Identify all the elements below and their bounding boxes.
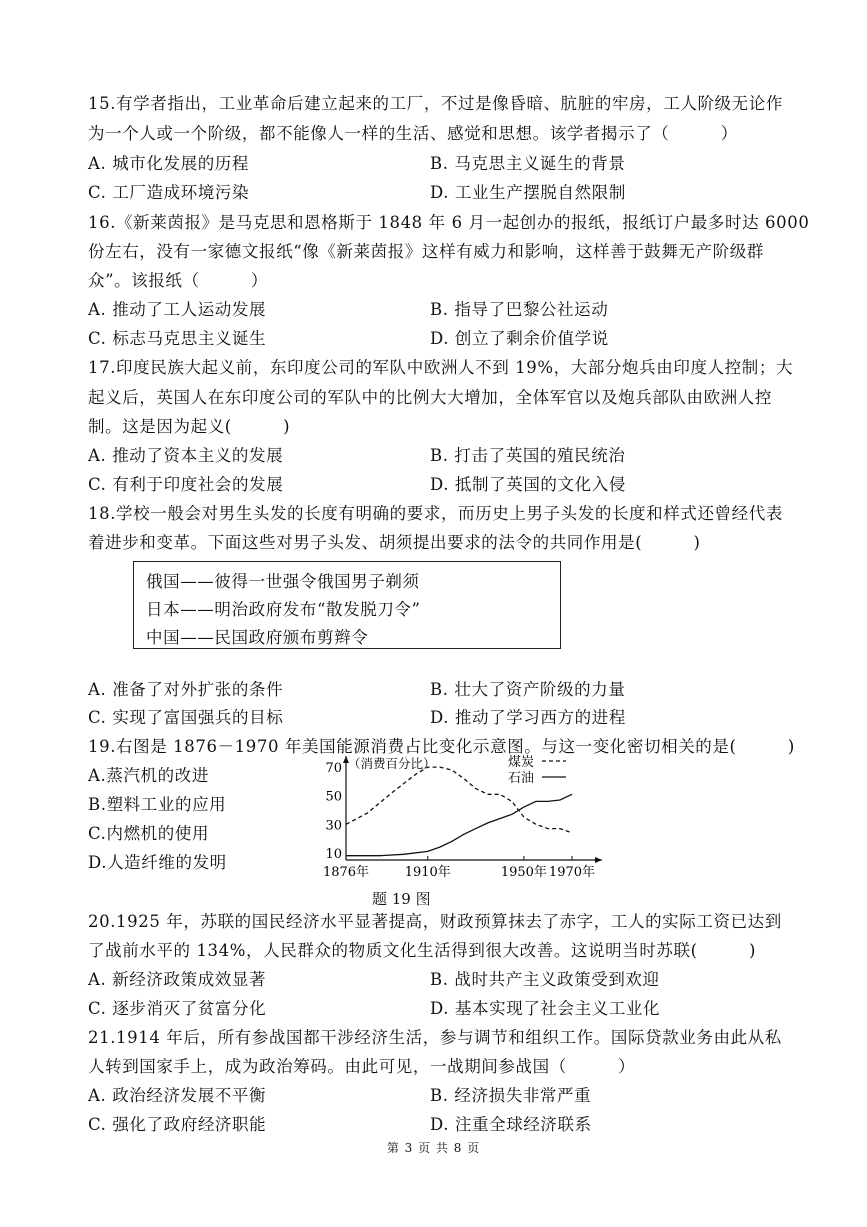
q16-stem-line1: 16.《新莱茵报》是马克思和恩格斯于 1848 年 6 月一起创办的报纸，报纸订户最多时达 6000 bbox=[88, 213, 810, 232]
q18-stem-line2: 着进步和变革。下面这些对男子头发、胡须提出要求的法令的共同作用是( ) bbox=[88, 533, 701, 552]
q21-stem-line2: 人转到国家手上，成为政治筹码。由此可见，一战期间参战国（ ） bbox=[88, 1057, 636, 1076]
q20-stem-line1: 20.1925 年，苏联的国民经济水平显著提高，财政预算抹去了赤字，工人的实际工资已达到 bbox=[88, 912, 782, 931]
q15-stem-line2: 为一个人或一个阶级，都不能像人一样的生活、感觉和思想。该学者揭示了（ ） bbox=[88, 124, 738, 143]
q18-option-d: D. 推动了学习西方的进程 bbox=[430, 708, 626, 727]
q16-option-c: C. 标志马克思主义诞生 bbox=[88, 329, 267, 348]
series-line-coal bbox=[346, 767, 572, 833]
q19-option-b: B.塑料工业的应用 bbox=[88, 795, 227, 814]
x-tick-label: 1970年 bbox=[548, 865, 596, 880]
q18-option-c: C. 实现了富国强兵的目标 bbox=[88, 708, 284, 727]
energy-consumption-chart bbox=[310, 752, 610, 882]
q18-box-line-japan: 日本——明治政府发布“散发脱刀令” bbox=[146, 600, 421, 619]
x-tick-label: 1910年 bbox=[404, 865, 451, 880]
x-tick-label: 1950年 bbox=[500, 865, 547, 880]
q15-option-c: C. 工厂造成环境污染 bbox=[88, 183, 250, 202]
q21-option-c: C. 强化了政府经济职能 bbox=[88, 1115, 267, 1134]
y-tick-label: 30 bbox=[325, 818, 342, 834]
q15-option-b: B. 马克思主义诞生的背景 bbox=[430, 154, 626, 173]
y-tick-label: 10 bbox=[325, 846, 342, 862]
y-axis-label: （消费百分比） bbox=[348, 756, 436, 771]
q18-box-line-russia: 俄国——彼得一世强令俄国男子剃须 bbox=[146, 572, 420, 591]
q21-option-a: A. 政治经济发展不平衡 bbox=[88, 1086, 267, 1105]
q15-option-a: A. 城市化发展的历程 bbox=[88, 154, 250, 173]
x-axis-arrow bbox=[595, 857, 602, 863]
q20-option-c: C. 逐步消灭了贫富分化 bbox=[88, 999, 267, 1018]
q19-option-c: C.内燃机的使用 bbox=[88, 824, 210, 843]
q17-option-b: B. 打击了英国的殖民统治 bbox=[430, 446, 626, 465]
q17-option-d: D. 抵制了英国的文化入侵 bbox=[430, 475, 626, 494]
q20-stem-line2: 了战前水平的 134%，人民群众的物质文化生活得到很大改善。这说明当时苏联( ) bbox=[88, 941, 756, 960]
chart-caption: 题 19 图 bbox=[372, 890, 431, 908]
q18-stem-line1: 18.学校一般会对男生头发的长度有明确的要求，而历史上男子头发的长度和样式还曾经代表 bbox=[88, 504, 783, 523]
q20-option-d: D. 基本实现了社会主义工业化 bbox=[430, 999, 661, 1018]
q21-stem-line1: 21.1914 年后，所有参战国都干涉经济生活，参与调节和组织工作。国际贷款业务由此从私 bbox=[88, 1028, 782, 1047]
legend-label-coal: 煤炭 bbox=[508, 755, 535, 770]
q16-option-b: B. 指导了巴黎公社运动 bbox=[430, 300, 609, 319]
q18-option-a: A. 准备了对外扩张的条件 bbox=[88, 680, 284, 699]
q18-option-b: B. 壮大了资产阶级的力量 bbox=[430, 680, 626, 699]
q21-option-b: B. 经济损失非常严重 bbox=[430, 1086, 592, 1105]
q19-stem-line1: 19.右图是 1876－1970 年美国能源消费占比变化示意图。与这一变化密切相关的是( ) bbox=[88, 737, 795, 756]
q15-option-d: D. 工业生产摆脱自然限制 bbox=[430, 183, 626, 202]
q16-stem-line3: 众”。该报纸（ ） bbox=[88, 271, 269, 290]
q19-option-a: A.蒸汽机的改进 bbox=[88, 766, 209, 785]
q17-stem-line1: 17.印度民族大起义前，东印度公司的军队中欧洲人不到 19%，大部分炮兵由印度人控制；大 bbox=[88, 358, 794, 377]
q17-option-c: C. 有利于印度社会的发展 bbox=[88, 475, 284, 494]
series-line-oil bbox=[346, 794, 572, 855]
q17-stem-line3: 制。这是因为起义( ) bbox=[88, 417, 291, 436]
q20-option-b: B. 战时共产主义政策受到欢迎 bbox=[430, 970, 660, 989]
x-tick-label: 1876年 bbox=[322, 865, 370, 880]
q16-stem-line2: 份左右，没有一家德文报纸“像《新莱茵报》这样有威力和影响，这样善于鼓舞无产阶级群 bbox=[88, 242, 764, 261]
q15-stem-line1: 15.有学者指出，工业革命后建立起来的工厂，不过是像昏暗、肮脏的牢房，工人阶级无论作 bbox=[88, 94, 783, 113]
q16-option-a: A. 推动了工人运动发展 bbox=[88, 300, 267, 319]
q19-option-d: D.人造纤维的发明 bbox=[88, 853, 227, 872]
q17-stem-line2: 起义后，英国人在东印度公司的军队中的比例大大增加，全体军官以及炮兵部队由欧洲人控 bbox=[88, 388, 772, 407]
y-tick-label: 50 bbox=[325, 789, 342, 805]
q17-option-a: A. 推动了资本主义的发展 bbox=[88, 446, 284, 465]
q21-option-d: D. 注重全球经济联系 bbox=[430, 1115, 592, 1134]
q20-option-a: A. 新经济政策成效显著 bbox=[88, 970, 267, 989]
q18-box-line-china: 中国——民国政府颁布剪辫令 bbox=[146, 628, 369, 647]
q16-option-d: D. 创立了剩余价值学说 bbox=[430, 329, 609, 348]
y-tick-label: 70 bbox=[325, 761, 342, 777]
q18-material-box bbox=[133, 561, 561, 649]
legend-label-oil: 石油 bbox=[508, 771, 535, 786]
page-footer: 第 3 页 共 8 页 bbox=[386, 1141, 481, 1155]
